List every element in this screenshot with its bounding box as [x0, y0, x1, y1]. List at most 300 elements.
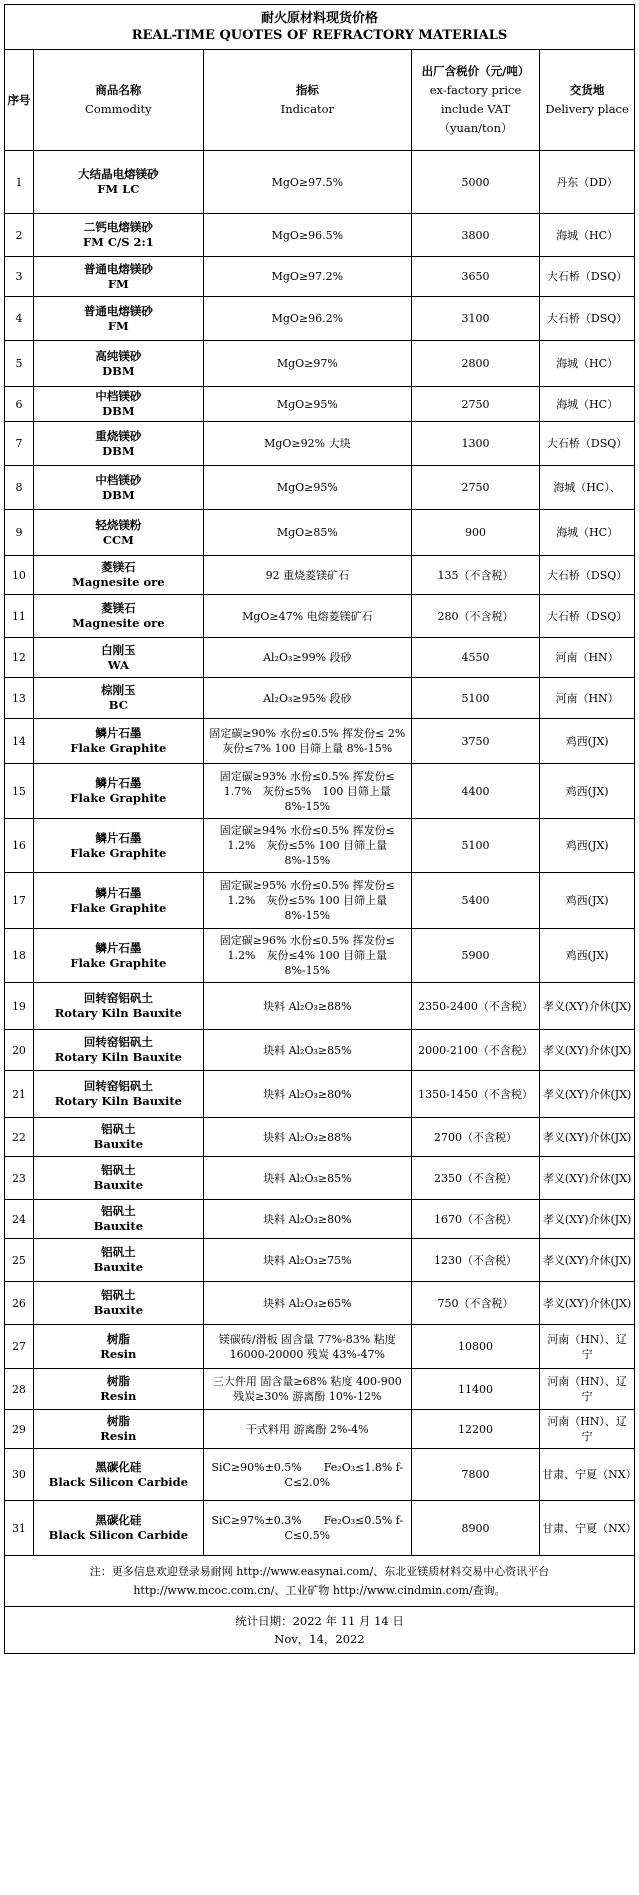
row-commodity-name-zh: 中档镁砂 [95, 472, 142, 487]
row-commodity [33, 297, 203, 341]
row-no [5, 873, 34, 929]
row-commodity-name-zh: 菱镁石 [101, 560, 136, 574]
row-price-price: 2000-2100（不含税） [418, 1043, 533, 1057]
row-commodity-name-en: Bauxite [93, 1219, 144, 1233]
row-no-no: 7 [15, 437, 23, 450]
row-commodity-name-zh: 鳞片石墨 [95, 776, 142, 790]
row-place-place: 河南（HN）、辽宁 [547, 1375, 627, 1403]
row-indicator [203, 638, 411, 678]
table-row [5, 387, 635, 422]
row-no [5, 1239, 34, 1282]
row-no-no: 30 [11, 1468, 26, 1481]
row-commodity-name-zh: 白刚玉 [101, 642, 136, 657]
row-commodity-name-en: FM [107, 276, 129, 291]
row-commodity [33, 638, 203, 678]
row-commodity [33, 929, 203, 983]
note-cell [5, 1556, 635, 1607]
row-no [5, 1030, 34, 1071]
row-price [411, 214, 539, 257]
row-no-no: 1 [15, 175, 23, 189]
row-commodity [33, 595, 203, 638]
row-commodity-name-en: Flake Graphite [70, 955, 167, 970]
row-indicator [203, 1410, 411, 1449]
row-commodity-name-en: FM [107, 318, 129, 333]
row-place [540, 556, 635, 595]
row-place-place: 海城（HC）、 [553, 481, 621, 494]
row-indicator-indicator: MgO≥96.5% [271, 228, 344, 242]
row-place [540, 1449, 635, 1501]
row-commodity-name-en: DBM [102, 487, 135, 502]
stat-date-zh: 统计日期：2022 年 11 月 14 日 [235, 1614, 404, 1628]
row-price-price: 8900 [461, 1521, 490, 1535]
row-price-price: 5400 [461, 894, 490, 907]
row-no [5, 929, 34, 983]
stat-date-en: Nov，14，2022 [274, 1632, 365, 1646]
row-commodity-name-en: Bauxite [93, 1260, 144, 1274]
table-row [5, 819, 635, 873]
table-row [5, 556, 635, 595]
row-place-place: 孝义(XY)介休(JX) [542, 1296, 632, 1310]
row-indicator [203, 983, 411, 1030]
row-no [5, 341, 34, 387]
table-row [5, 151, 635, 214]
table-row [5, 983, 635, 1030]
row-price-price: 280（不含税） [437, 609, 514, 623]
row-commodity [33, 1449, 203, 1501]
row-place [540, 341, 635, 387]
table-row [5, 678, 635, 719]
row-no [5, 510, 34, 556]
row-price [411, 1325, 539, 1369]
table-row [5, 873, 635, 929]
row-place [540, 1282, 635, 1325]
row-no-no: 10 [11, 568, 26, 582]
row-place [540, 422, 635, 466]
row-price [411, 1030, 539, 1071]
row-indicator-indicator: 固定碳≥94% 水份≤0.5% 挥发份≤ 1.2% 灰份≤5% 100 目筛上量 8%-15% [219, 824, 395, 867]
row-commodity-name-zh: 黑碳化硅 [95, 1513, 142, 1527]
header-indicator-zh: 指标 [295, 83, 319, 97]
row-place [540, 1030, 635, 1071]
row-place-place: 海城（HC） [556, 397, 619, 411]
row-commodity [33, 1030, 203, 1071]
row-commodity-name-en: Resin [100, 1429, 137, 1443]
row-indicator [203, 556, 411, 595]
row-commodity [33, 1157, 203, 1200]
row-price [411, 1369, 539, 1410]
row-indicator-indicator: 块料 Al₂O₃≥80% [263, 1087, 352, 1101]
row-price-price: 1350-1450（不含税） [418, 1087, 533, 1101]
note-line2: http://www.mcoc.com.cn/、工业矿物 http://www.cindmin.com/查询。 [133, 1584, 506, 1597]
row-no [5, 214, 34, 257]
row-no [5, 719, 34, 764]
row-commodity [33, 1501, 203, 1556]
row-commodity-name-zh: 树脂 [106, 1374, 130, 1388]
row-no [5, 819, 34, 873]
row-place [540, 1410, 635, 1449]
row-commodity-name-en: DBM [102, 363, 135, 378]
row-commodity-name-zh: 高纯镁砂 [95, 348, 142, 363]
row-price [411, 510, 539, 556]
row-no-no: 5 [15, 357, 23, 370]
row-indicator [203, 257, 411, 297]
row-price [411, 1157, 539, 1200]
row-commodity [33, 1118, 203, 1157]
row-place [540, 257, 635, 297]
table-row [5, 719, 635, 764]
table-row [5, 1369, 635, 1410]
row-price [411, 983, 539, 1030]
row-commodity-name-zh: 菱镁石 [101, 601, 136, 615]
header-place-en: Delivery place [545, 102, 629, 116]
row-indicator [203, 1157, 411, 1200]
table-row [5, 638, 635, 678]
table-row [5, 1325, 635, 1369]
row-indicator-indicator: MgO≥85% [276, 526, 338, 539]
stat-row [5, 1607, 635, 1654]
row-price [411, 929, 539, 983]
row-indicator-indicator: 92 重烧菱镁矿石 [265, 568, 350, 582]
row-indicator [203, 297, 411, 341]
row-commodity-name-en: Flake Graphite [70, 791, 167, 805]
row-commodity-name-en: Bauxite [93, 1303, 144, 1317]
row-place [540, 638, 635, 678]
row-indicator [203, 1369, 411, 1410]
row-commodity-name-en: Bauxite [93, 1137, 144, 1151]
row-commodity-name-en: BC [108, 698, 128, 712]
table-row [5, 257, 635, 297]
row-indicator [203, 1030, 411, 1071]
row-place-place: 河南（HN）、辽宁 [547, 1332, 627, 1361]
row-place-place: 海城（HC） [556, 526, 619, 539]
row-indicator-indicator: MgO≥92% 大块 [264, 437, 351, 450]
row-price [411, 595, 539, 638]
row-commodity [33, 387, 203, 422]
row-no-no: 2 [15, 228, 23, 242]
row-indicator [203, 819, 411, 873]
row-place-place: 鸡西(JX) [565, 784, 609, 798]
table-row [5, 510, 635, 556]
row-indicator-indicator: 块料 Al₂O₃≥88% [263, 1130, 352, 1144]
row-commodity-name-zh: 鳞片石墨 [95, 940, 142, 955]
row-commodity-name-zh: 黑碳化硅 [95, 1459, 142, 1474]
table-row [5, 1501, 635, 1556]
header-price-en3: （yuan/ton） [438, 121, 513, 135]
row-price-price: 10800 [458, 1340, 493, 1353]
header-price-en1: ex-factory price [429, 83, 522, 97]
row-commodity-name-en: Flake Graphite [70, 845, 167, 860]
note-line1: 注：更多信息欢迎登录易耐网 http://www.easynai.com/、东北亚镁质材料交易中心资讯平台 [89, 1565, 550, 1578]
row-place [540, 873, 635, 929]
row-price-price: 1670（不含税） [434, 1212, 517, 1226]
row-price-price: 7800 [461, 1468, 490, 1481]
row-commodity [33, 510, 203, 556]
row-place-place: 甘肃、宁夏（NX） [542, 1521, 637, 1535]
row-indicator [203, 341, 411, 387]
table-row [5, 1200, 635, 1239]
row-price-price: 12200 [458, 1422, 493, 1436]
row-no-no: 26 [11, 1296, 26, 1310]
header-place [540, 50, 635, 151]
stat-cell [5, 1607, 635, 1654]
row-price-price: 3750 [461, 734, 490, 748]
row-price-price: 135（不含税） [437, 568, 514, 582]
row-commodity-name-zh: 轻烧镁粉 [95, 517, 142, 532]
row-price [411, 1071, 539, 1118]
row-commodity-name-en: Magnesite ore [72, 616, 165, 630]
header-price-zh: 出厂含税价（元/吨） [421, 64, 530, 78]
row-commodity-name-en: Bauxite [93, 1178, 144, 1192]
row-indicator [203, 929, 411, 983]
row-place-place: 鸡西(JX) [565, 894, 609, 907]
row-no-no: 17 [11, 894, 26, 907]
row-no-no: 25 [11, 1253, 26, 1267]
row-commodity-name-en: FM LC [97, 182, 140, 196]
row-commodity-name-zh: 重烧镁砂 [95, 428, 142, 443]
row-no-no: 21 [11, 1087, 26, 1101]
row-indicator-indicator: 块料 Al₂O₃≥85% [263, 1171, 352, 1185]
row-price [411, 1200, 539, 1239]
row-place [540, 151, 635, 214]
row-indicator-indicator: 块料 Al₂O₃≥65% [263, 1296, 352, 1310]
row-commodity [33, 556, 203, 595]
row-price-price: 750（不含税） [437, 1296, 514, 1310]
title-row [5, 5, 635, 50]
row-indicator-indicator: MgO≥97.2% [271, 270, 344, 283]
row-indicator [203, 466, 411, 510]
row-indicator [203, 387, 411, 422]
row-price [411, 341, 539, 387]
row-price-price: 2750 [461, 397, 490, 411]
header-commodity-zh: 商品名称 [95, 83, 142, 97]
row-indicator-indicator: MgO≥95% [276, 397, 338, 411]
note-row [5, 1556, 635, 1607]
row-no [5, 1325, 34, 1369]
table-row [5, 341, 635, 387]
row-place [540, 387, 635, 422]
row-commodity-name-en: CCM [102, 532, 134, 547]
row-indicator-indicator: Al₂O₃≥99% 段砂 [263, 651, 352, 664]
header-price [411, 50, 539, 151]
row-indicator-indicator: 三大件用 固含量≥68% 粘度 400-900 残炭≥30% 游离酚 10%-12% [212, 1375, 402, 1403]
row-no [5, 297, 34, 341]
table-row [5, 297, 635, 341]
row-commodity [33, 1200, 203, 1239]
row-indicator-indicator: MgO≥47% 电熔菱镁矿石 [242, 609, 373, 623]
row-no [5, 1282, 34, 1325]
table-row [5, 1282, 635, 1325]
row-place-place: 河南（HN）、辽宁 [547, 1415, 627, 1443]
row-price [411, 387, 539, 422]
row-price-price: 11400 [458, 1382, 493, 1396]
row-no-no: 29 [11, 1422, 26, 1436]
row-no [5, 764, 34, 819]
row-no-no: 3 [15, 270, 23, 283]
row-place-place: 鸡西(JX) [565, 949, 609, 962]
table-row [5, 1071, 635, 1118]
row-price [411, 1501, 539, 1556]
row-commodity [33, 466, 203, 510]
row-no-no: 16 [11, 839, 26, 852]
row-place [540, 595, 635, 638]
row-place [540, 764, 635, 819]
row-place [540, 929, 635, 983]
row-commodity [33, 1071, 203, 1118]
row-no [5, 1410, 34, 1449]
row-commodity [33, 983, 203, 1030]
row-commodity [33, 1239, 203, 1282]
table-row [5, 214, 635, 257]
row-commodity-name-zh: 中档镁砂 [95, 389, 142, 403]
row-commodity-name-zh: 鳞片石墨 [95, 885, 142, 900]
row-indicator [203, 151, 411, 214]
row-place-place: 孝义(XY)介休(JX) [542, 1130, 632, 1144]
row-commodity-name-zh: 普通电熔镁砂 [83, 261, 153, 276]
row-no [5, 1118, 34, 1157]
row-commodity [33, 1282, 203, 1325]
price-table [4, 4, 635, 1654]
table-row [5, 466, 635, 510]
row-commodity [33, 1410, 203, 1449]
row-no-no: 24 [11, 1212, 26, 1226]
row-no [5, 638, 34, 678]
row-commodity-name-en: DBM [102, 404, 135, 418]
row-commodity-name-en: DBM [102, 443, 135, 458]
row-no [5, 595, 34, 638]
table-row [5, 1449, 635, 1501]
row-price [411, 556, 539, 595]
row-price-price: 2350-2400（不含税） [418, 999, 533, 1013]
row-place [540, 510, 635, 556]
row-place-place: 孝义(XY)介休(JX) [542, 1171, 632, 1185]
row-no-no: 6 [15, 397, 23, 411]
row-price-price: 5100 [461, 839, 490, 852]
row-indicator-indicator: SiC≥90%±0.5% Fe₂O₃≤1.8% f-C≤2.0% [211, 1460, 404, 1489]
row-price [411, 1449, 539, 1501]
row-indicator [203, 1200, 411, 1239]
row-commodity-name-en: Rotary Kiln Bauxite [54, 1050, 182, 1064]
row-no-no: 18 [11, 949, 26, 962]
row-commodity-name-en: Black Silicon Carbide [48, 1474, 189, 1489]
row-place-place: 大石桥（DSQ） [546, 312, 628, 325]
row-indicator [203, 1282, 411, 1325]
row-indicator-indicator: MgO≥97.5% [271, 175, 344, 189]
row-indicator [203, 214, 411, 257]
row-no-no: 22 [11, 1130, 26, 1144]
row-commodity-name-en: Resin [100, 1346, 137, 1361]
row-commodity-name-zh: 铝矾土 [101, 1245, 136, 1259]
row-commodity-name-en: Black Silicon Carbide [48, 1528, 189, 1542]
row-commodity-name-en: Magnesite ore [72, 575, 165, 589]
row-commodity-name-zh: 铝矾土 [101, 1204, 136, 1218]
row-price [411, 297, 539, 341]
row-price [411, 257, 539, 297]
header-indicator [203, 50, 411, 151]
row-no [5, 151, 34, 214]
row-place [540, 214, 635, 257]
row-commodity-name-en: Flake Graphite [70, 741, 167, 755]
row-price-price: 5000 [461, 175, 490, 189]
row-indicator [203, 1239, 411, 1282]
row-indicator-indicator: 固定碳≥95% 水份≤0.5% 挥发份≤ 1.2% 灰份≤5% 100 目筛上量 8%-15% [219, 879, 395, 922]
row-indicator [203, 1118, 411, 1157]
row-commodity-name-zh: 铝矾土 [101, 1122, 136, 1136]
row-no-no: 9 [15, 526, 23, 539]
row-price [411, 1282, 539, 1325]
row-price [411, 1410, 539, 1449]
row-place [540, 1369, 635, 1410]
row-place-place: 孝义(XY)介休(JX) [542, 1253, 632, 1267]
row-no [5, 983, 34, 1030]
row-commodity [33, 873, 203, 929]
row-no-no: 23 [11, 1171, 26, 1185]
row-place-place: 鸡西(JX) [565, 734, 609, 748]
row-no [5, 1501, 34, 1556]
row-price-price: 4550 [461, 651, 490, 664]
table-row [5, 1030, 635, 1071]
row-no [5, 387, 34, 422]
row-price-price: 3100 [461, 312, 490, 325]
row-commodity-name-en: Rotary Kiln Bauxite [54, 1006, 182, 1020]
row-indicator-indicator: 镁碳砖/滑板 固含量 77%-83% 粘度 16000-20000 残炭 43%-47% [218, 1332, 396, 1361]
table-row [5, 422, 635, 466]
row-commodity-name-en: Rotary Kiln Bauxite [54, 1094, 182, 1108]
row-indicator [203, 422, 411, 466]
table-row [5, 929, 635, 983]
row-no [5, 556, 34, 595]
row-no-no: 8 [15, 481, 23, 494]
row-commodity-name-zh: 树脂 [106, 1331, 130, 1346]
row-place-place: 海城（HC） [556, 228, 619, 242]
row-indicator [203, 1449, 411, 1501]
title-zh: 耐火原材料现货价格 [260, 11, 378, 26]
row-place [540, 1118, 635, 1157]
header-commodity-en: Commodity [85, 102, 152, 116]
row-commodity-name-en: WA [107, 657, 129, 672]
row-price-price: 900 [465, 526, 486, 539]
row-price-price: 4400 [461, 784, 490, 798]
row-no [5, 1071, 34, 1118]
table-row [5, 1239, 635, 1282]
row-commodity [33, 819, 203, 873]
row-price [411, 1239, 539, 1282]
row-no [5, 466, 34, 510]
row-price [411, 719, 539, 764]
row-price [411, 678, 539, 719]
row-price [411, 873, 539, 929]
row-commodity-name-en: FM C/S 2:1 [82, 235, 154, 249]
row-no-no: 13 [11, 691, 26, 705]
row-place-place: 大石桥（DSQ） [546, 609, 628, 623]
table-title [5, 5, 635, 50]
row-indicator-indicator: 块料 Al₂O₃≥88% [263, 999, 352, 1013]
row-commodity-name-zh: 回转窑铝矾土 [83, 991, 153, 1005]
row-indicator-indicator: 块料 Al₂O₃≥75% [263, 1253, 352, 1267]
row-no-no: 4 [15, 312, 23, 325]
row-commodity [33, 1325, 203, 1369]
row-commodity-name-zh: 大结晶电熔镁砂 [78, 167, 159, 181]
row-place [540, 678, 635, 719]
row-place-place: 大石桥（DSQ） [546, 437, 628, 450]
row-commodity-name-zh: 铝矾土 [101, 1163, 136, 1177]
row-indicator [203, 1071, 411, 1118]
row-indicator-indicator: MgO≥95% [276, 481, 338, 494]
row-commodity [33, 257, 203, 297]
header-row [5, 50, 635, 151]
row-no [5, 422, 34, 466]
row-place-place: 甘肃、宁夏（NX） [542, 1468, 637, 1481]
row-price [411, 151, 539, 214]
